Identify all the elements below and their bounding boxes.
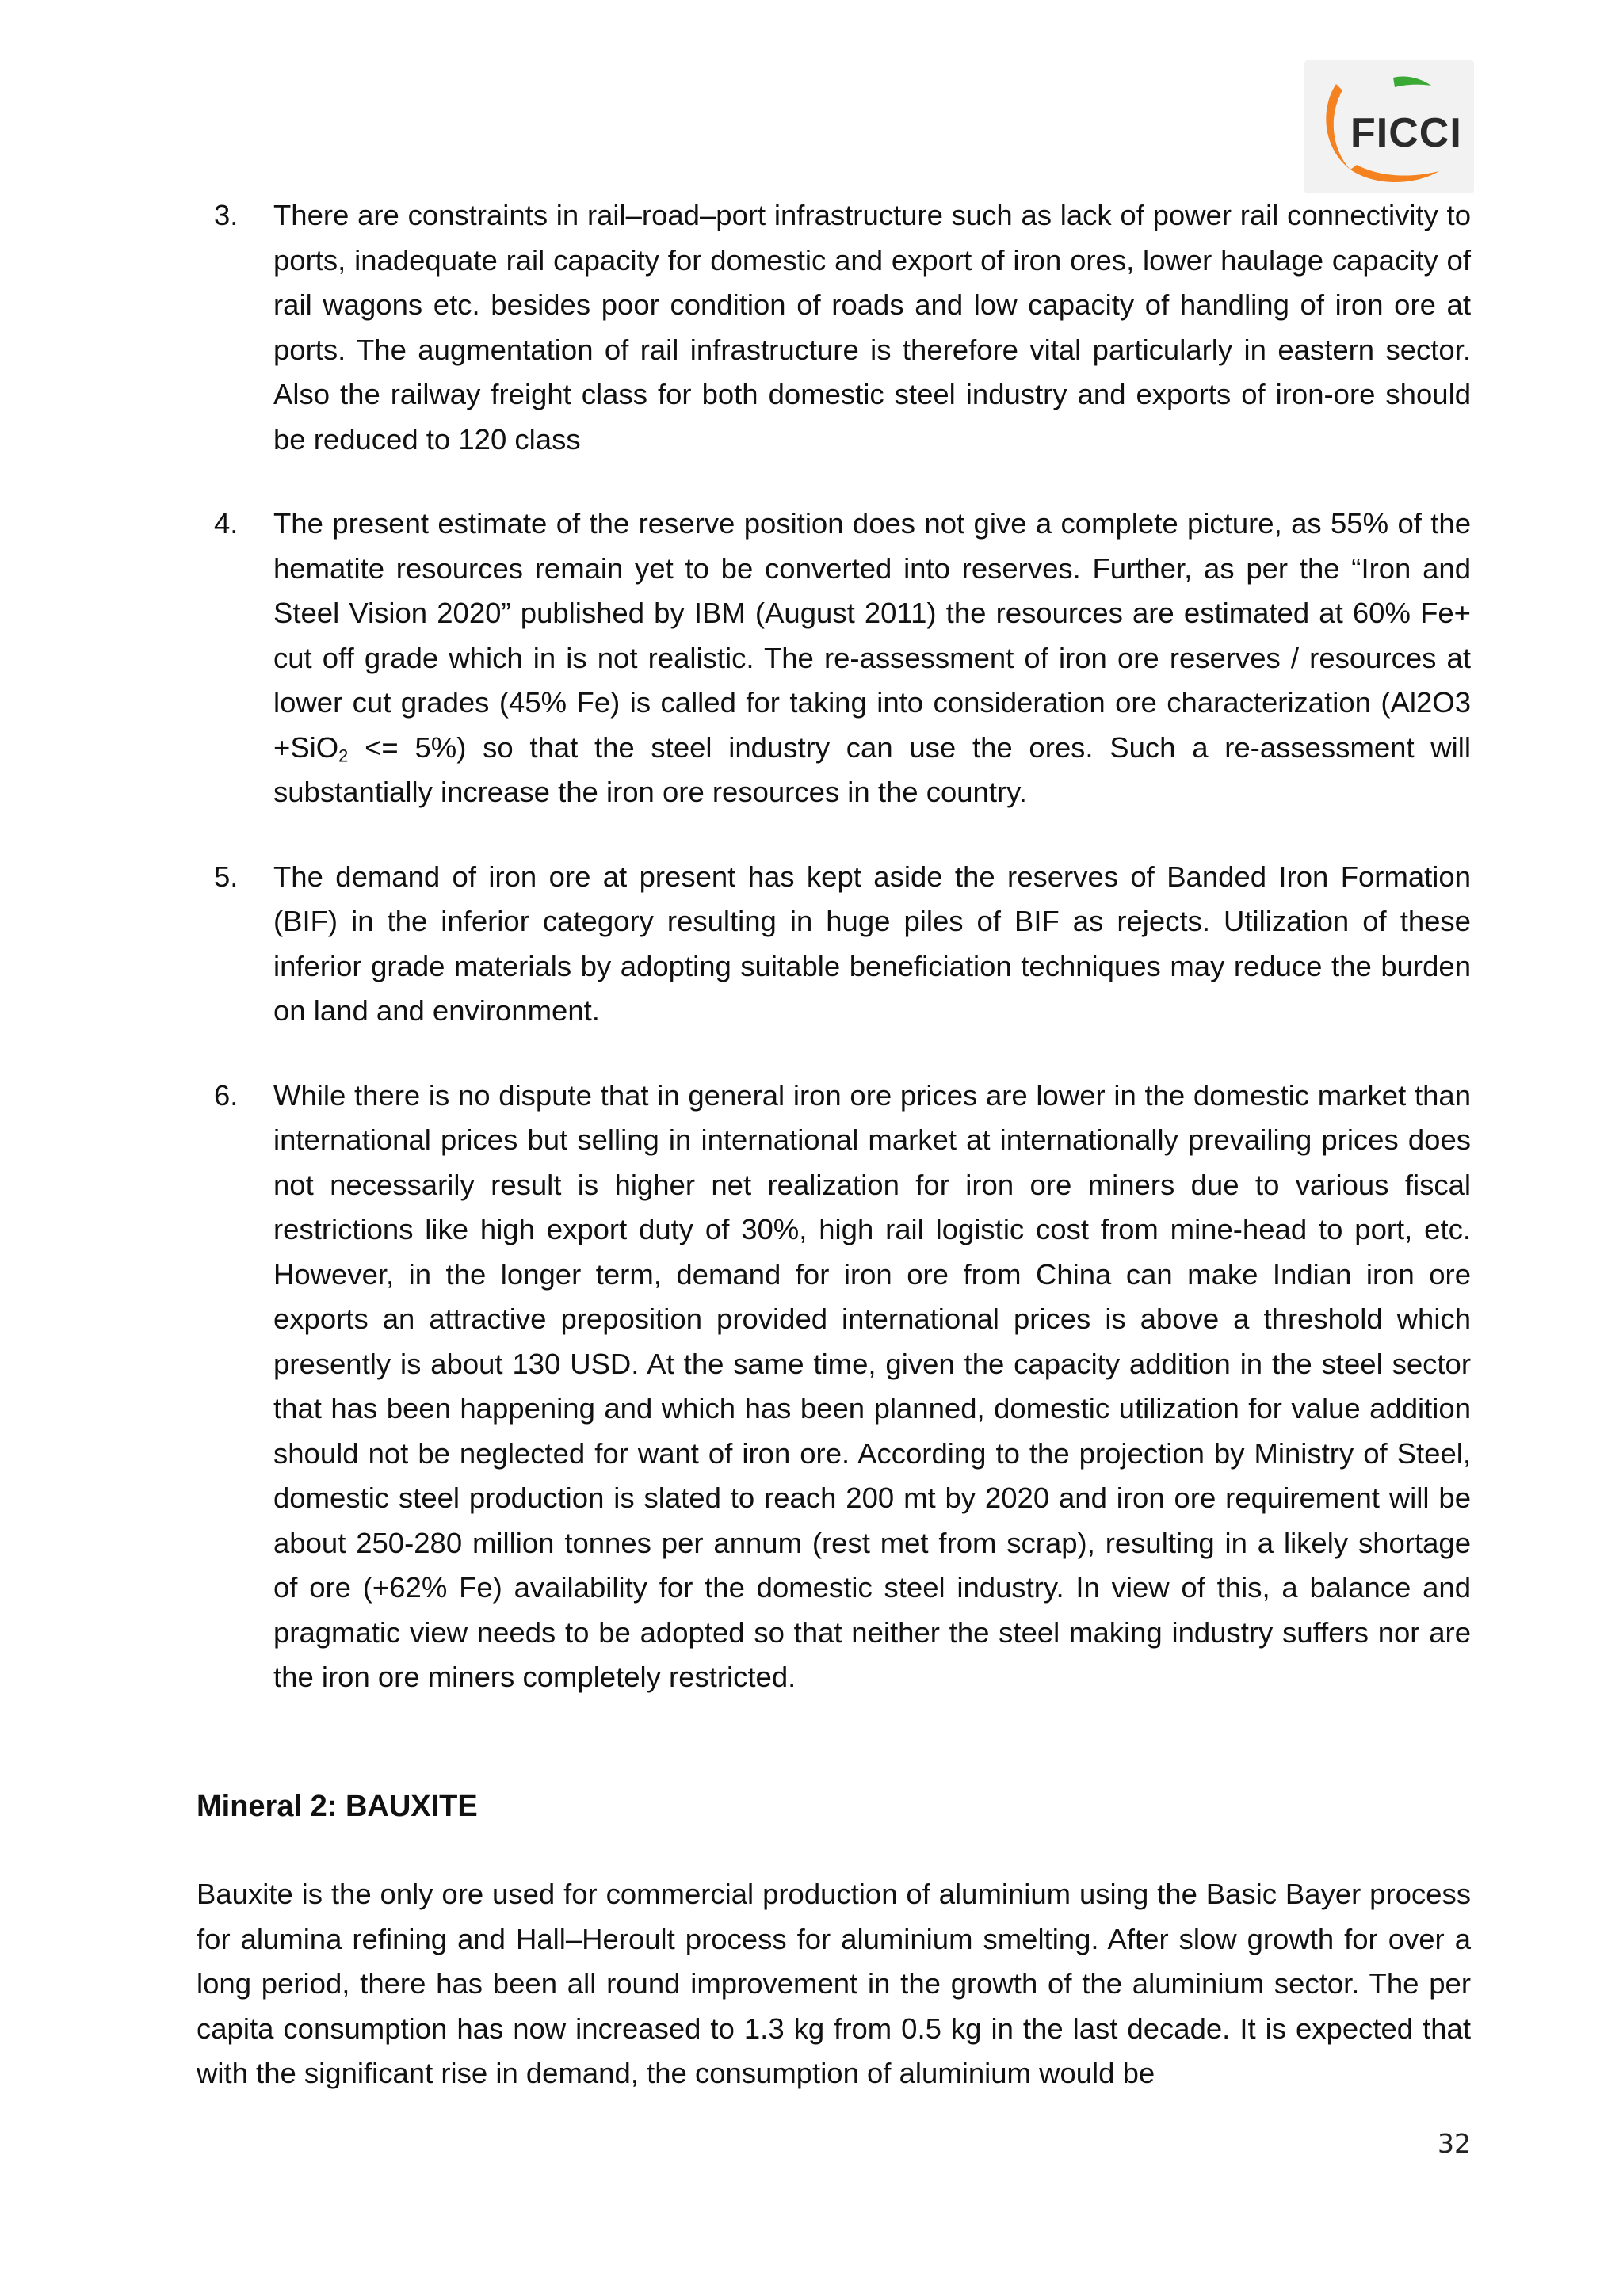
ficci-logo <box>1304 60 1474 193</box>
numbered-list <box>197 193 1471 1740</box>
section-heading: Mineral 2: BAUXITE <box>197 1790 478 1823</box>
list-item <box>197 193 1471 462</box>
subscript: 2 <box>338 745 349 765</box>
list-item-number: 3. <box>214 199 239 231</box>
list-item <box>197 502 1471 815</box>
list-item-text-part: <= 5%) so that the steel industry can use the ores. Such a re-assessment will substantially increase the iron ore resources in the country. <box>273 730 1471 808</box>
list-item-number: 5. <box>214 860 239 893</box>
list-item-text: While there is no dispute that in general iron ore prices are lower in the domestic market than international prices but selling in international market at internationally prevailing prices does not necessarily result is higher net realization for iron ore miners due to various fiscal restrictions like high export duty of 30%, high rail logistic cost from mine-head to port, etc. However, in the longer term, demand for iron ore from China can make Indian iron ore exports an attractive preposition provided international prices is above a threshold which presently is about 130 USD. At the same time, given the capacity addition in the steel sector that has been happening and which has been planned, domestic utilization for value addition should not be neglected for want of iron ore. According to the projection by Ministry of Steel, domestic steel production is slated to reach 200 mt by 2020 and iron ore requirement will be about 250-280 million tonnes per annum (rest met from scrap), resulting in a likely shortage of ore (+62% Fe) availability for the domestic steel industry. In view of this, a balance and pragmatic view needs to be adopted so that neither the steel making industry suffers nor are the iron ore miners completely restricted. <box>273 1078 1471 1693</box>
list-item-text: The demand of iron ore at present has kept aside the reserves of Banded Iron Formation (BIF) in the inferior category resulting in huge piles of BIF as rejects. Utilization of these inferior grade materials by adopting suitable beneficiation techniques may reduce the burden on land and environment. <box>273 860 1471 1027</box>
list-item-number: 4. <box>214 507 239 540</box>
page-number: 32 <box>1438 2128 1471 2159</box>
list-item-text <box>273 507 1471 808</box>
list-item <box>197 1074 1471 1700</box>
list-item-text-part: The present estimate of the reserve position does not give a complete picture, as 55% of the hematite resources remain yet to be converted into reserves. Further, as per the “Iron and Steel Vision 2020” published by IBM (August 2011) the resources are estimated at 60% Fe+ cut off grade which in is not realistic. The re-assessment of iron ore reserves / resources at lower cut grades (45% Fe) is called for taking into consideration ore characterization (Al2O3 +SiO <box>273 507 1471 764</box>
list-item-text: There are constraints in rail–road–port infrastructure such as lack of power rail connectivity to ports, inadequate rail capacity for domestic and export of iron ores, lower haulage capacity of rail wagons etc. besides poor condition of roads and low capacity of handling of iron ore at ports. The augmentation of rail infrastructure is therefore vital particularly in eastern sector. Also the railway freight class for both domestic steel industry and exports of iron-ore should be reduced to 120 class <box>273 199 1471 456</box>
list-item <box>197 855 1471 1034</box>
ficci-logo-text: FICCI <box>1350 110 1462 156</box>
list-item-number: 6. <box>214 1078 239 1112</box>
section-paragraph: Bauxite is the only ore used for commercial production of aluminium using the Basic Bayer process for alumina refining and Hall–Heroult process for aluminium smelting. After slow growth for over a long period, there has been all round improvement in the growth of the aluminium sector. The per capita consumption has now increased to 1.3 kg from 0.5 kg in the last decade. It is expected that with the significant rise in demand, the consumption of aluminium would be <box>197 1878 1471 2089</box>
